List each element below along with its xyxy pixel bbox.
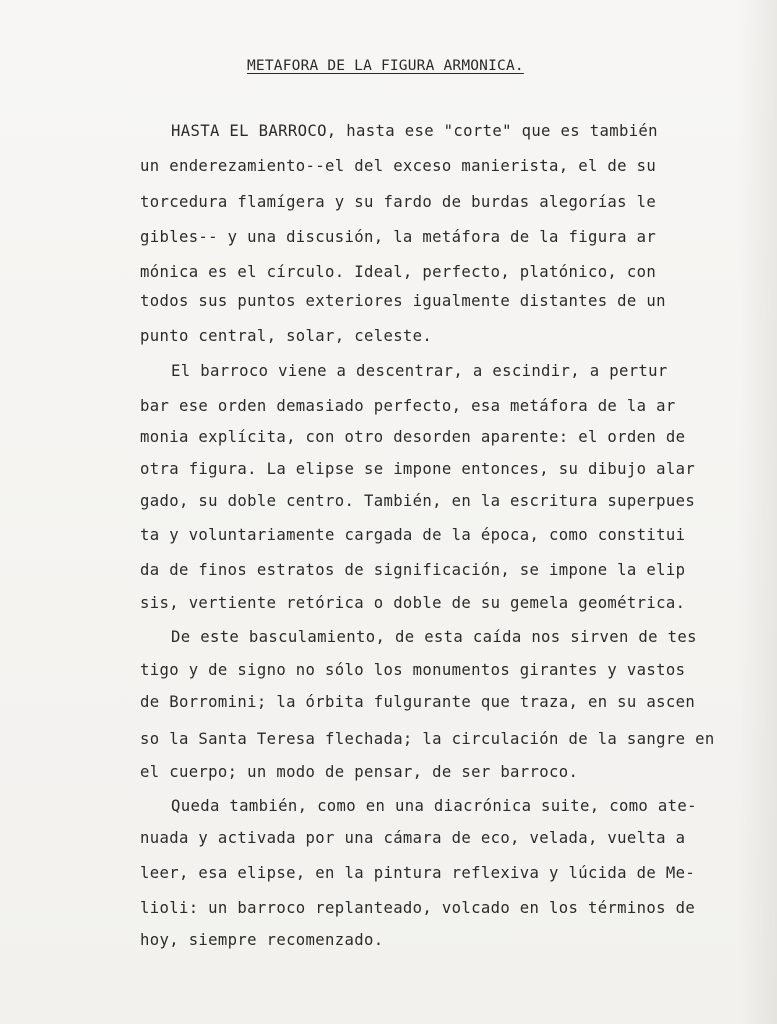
text-line: un enderezamiento--el del exceso manierista, el de su bbox=[140, 157, 657, 175]
text-line: el cuerpo; un modo de pensar, de ser barroco. bbox=[140, 763, 579, 781]
text-line: monia explícita, con otro desorden aparente: el orden de bbox=[140, 428, 686, 446]
text-line: todos sus puntos exteriores igualmente distantes de un bbox=[140, 292, 666, 310]
text-line: tigo y de signo no sólo los monumentos girantes y vastos bbox=[140, 661, 686, 679]
text-line: mónica es el círculo. Ideal, perfecto, platónico, con bbox=[140, 263, 657, 281]
text-line: De este basculamiento, de esta caída nos sirven de tes bbox=[171, 628, 697, 646]
text-line: HASTA EL BARROCO, hasta ese "corte" que es también bbox=[171, 122, 658, 140]
text-line: sis, vertiente retórica o doble de su gemela geométrica. bbox=[140, 594, 686, 612]
text-line: de Borromini; la órbita fulgurante que traza, en su ascen bbox=[140, 693, 696, 711]
text-line: punto central, solar, celeste. bbox=[140, 327, 433, 345]
text-line: El barroco viene a descentrar, a escindir, a pertur bbox=[171, 362, 668, 380]
text-line: bar ese orden demasiado perfecto, esa metáfora de la ar bbox=[140, 397, 676, 415]
text-line: hoy, siempre recomenzado. bbox=[140, 931, 384, 949]
text-line: leer, esa elipse, en la pintura reflexiva y lúcida de Me- bbox=[140, 864, 696, 882]
text-line: nuada y activada por una cámara de eco, velada, vuelta a bbox=[140, 829, 686, 847]
text-line: so la Santa Teresa flechada; la circulación de la sangre en bbox=[140, 730, 715, 748]
text-line: Queda también, como en una diacrónica suite, como ate- bbox=[171, 797, 697, 815]
text-line: otra figura. La elipse se impone entonces, su dibujo alar bbox=[140, 460, 696, 478]
text-line: torcedura flamígera y su fardo de burdas alegorías le bbox=[140, 193, 657, 211]
text-line: gado, su doble centro. También, en la escritura superpues bbox=[140, 492, 696, 510]
text-line: gibles-- y una discusión, la metáfora de la figura ar bbox=[140, 228, 657, 246]
text-line: da de finos estratos de significación, se impone la elip bbox=[140, 561, 686, 579]
text-line: lioli: un barroco replanteado, volcado en los términos de bbox=[140, 899, 696, 917]
document-title: METAFORA DE LA FIGURA ARMONICA. bbox=[247, 58, 524, 74]
text-line: ta y voluntariamente cargada de la época, como constitui bbox=[140, 526, 686, 544]
